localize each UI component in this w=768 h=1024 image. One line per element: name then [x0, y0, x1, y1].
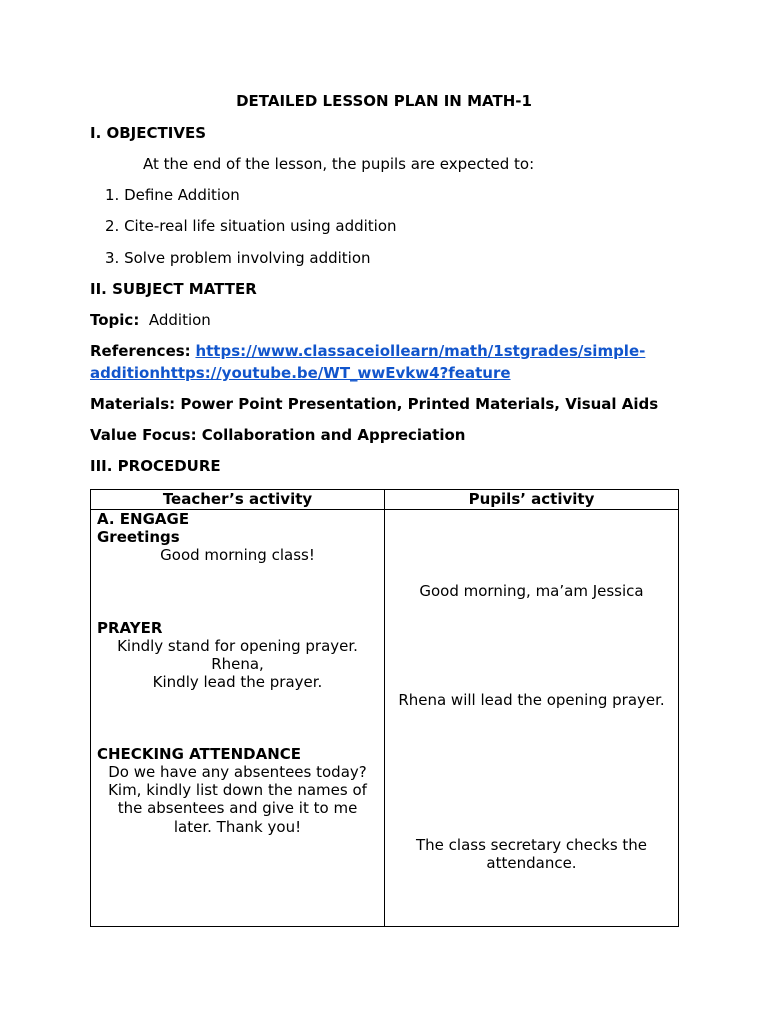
teacher-attendance-line: Do we have any absentees today?: [108, 763, 367, 781]
pupils-column-header: Pupils’ activity: [385, 490, 679, 510]
reference-link[interactable]: https://www.classaceiollearn/math/1stgrades/simple-: [195, 342, 646, 360]
objective-item: 2. Cite-real life situation using addition: [105, 217, 397, 235]
procedure-table: [90, 489, 679, 927]
attendance-heading: CHECKING ATTENDANCE: [97, 745, 302, 763]
pupils-greeting-reply: Good morning, ma’am Jessica: [419, 582, 644, 600]
pupils-prayer-reply: Rhena will lead the opening prayer.: [398, 691, 665, 709]
subject-matter-heading: II. SUBJECT MATTER: [90, 280, 257, 298]
topic-value: Addition: [148, 311, 211, 329]
value-focus-line: Value Focus: Collaboration and Appreciation: [90, 426, 466, 444]
references-line-2: [90, 362, 511, 384]
teacher-prayer-line: Kindly lead the prayer.: [152, 673, 323, 691]
teacher-prayer-line: Kindly stand for opening prayer.: [117, 637, 358, 655]
engage-heading: A. ENGAGE: [97, 510, 190, 528]
teacher-activity-cell: [91, 510, 385, 927]
objectives-intro: At the end of the lesson, the pupils are expected to:: [143, 155, 535, 173]
procedure-heading: III. PROCEDURE: [90, 457, 221, 475]
prayer-heading: PRAYER: [97, 619, 163, 637]
greetings-heading: Greetings: [97, 528, 180, 546]
references-label: References:: [90, 342, 191, 360]
references-line: [90, 340, 645, 362]
pupils-attendance-line: attendance.: [486, 854, 577, 872]
topic-label: Topic:: [90, 311, 140, 329]
teacher-greeting: Good morning class!: [160, 546, 315, 564]
teacher-attendance-line: later. Thank you!: [173, 818, 302, 836]
pupils-attendance-line: The class secretary checks the: [415, 836, 648, 854]
objective-item: 3. Solve problem involving addition: [105, 249, 371, 267]
document-title: DETAILED LESSON PLAN IN MATH-1: [236, 92, 532, 110]
teacher-attendance-line: the absentees and give it to me: [117, 799, 358, 817]
teacher-column-header: Teacher’s activity: [91, 490, 385, 510]
materials-line: Materials: Power Point Presentation, Printed Materials, Visual Aids: [90, 395, 659, 413]
topic-line: [90, 309, 211, 331]
teacher-attendance-line: Kim, kindly list down the names of: [108, 781, 367, 799]
teacher-prayer-line: Rhena,: [211, 655, 264, 673]
objective-item: 1. Define Addition: [105, 186, 240, 204]
pupils-activity-cell: [385, 510, 679, 927]
reference-link[interactable]: additionhttps://youtube.be/WT_wwEvkw4?feature: [90, 364, 511, 382]
objectives-heading: I. OBJECTIVES: [90, 124, 206, 142]
